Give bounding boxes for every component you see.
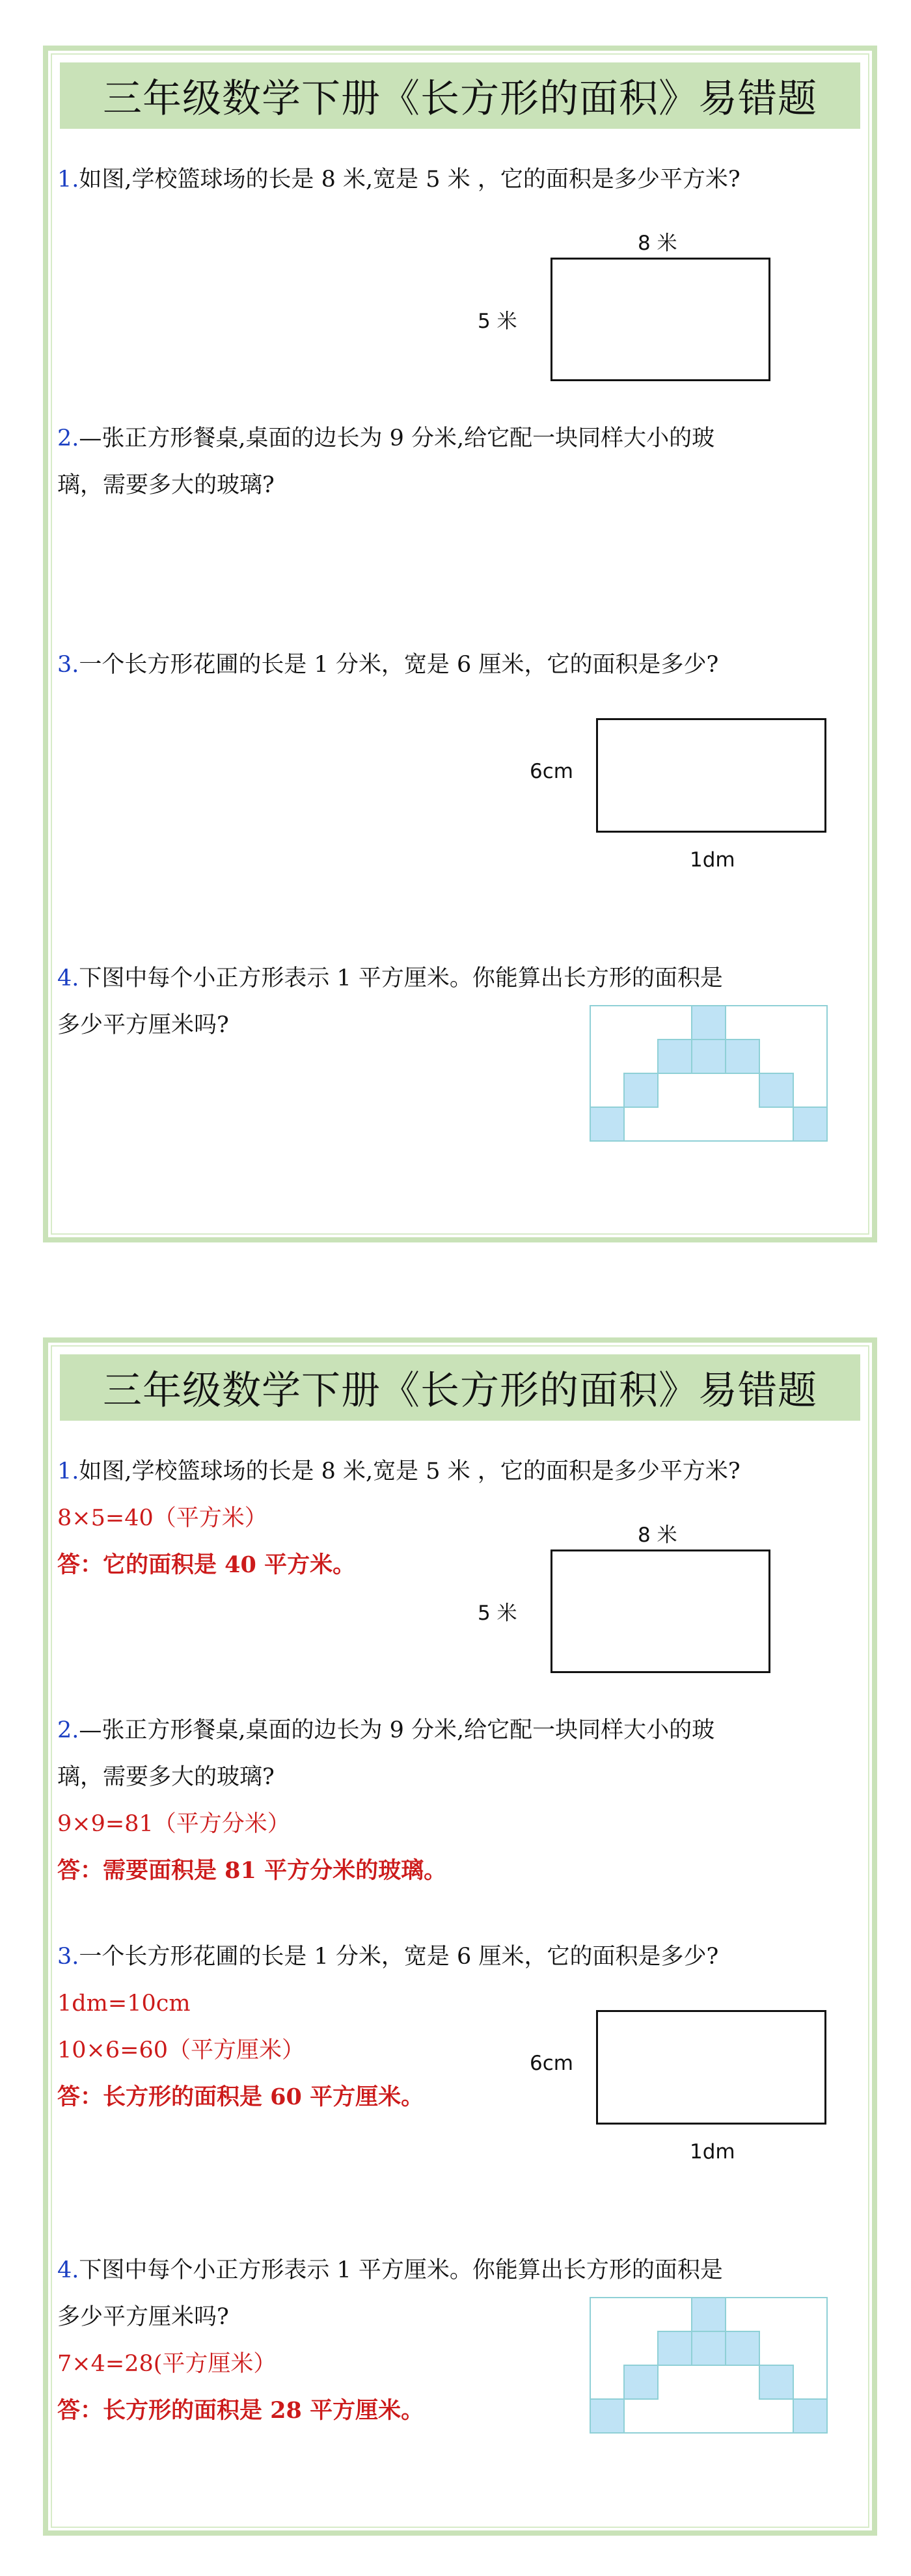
q3-width-label: 6cm <box>530 2052 573 2075</box>
q3-answer-calculation: 10×6=60（平方厘米） <box>57 2037 305 2063</box>
q2-answer-statement: 答：需要面积是 81 平方分米的玻璃。 <box>57 1857 447 1884</box>
question-1-number: 1. <box>57 167 79 193</box>
question-2-line2: 璃，需要多大的玻璃? <box>57 1764 275 1790</box>
q4-answer-calculation: 7×4=28(平方厘米） <box>57 2351 277 2377</box>
worksheet-answers <box>43 1337 877 2536</box>
question-4 <box>57 2247 723 2294</box>
q1-court-rectangle <box>551 1550 770 1673</box>
question-4-text-line1: 下图中每个小正方形表示 1 平方厘米。你能算出长方形的面积是 <box>79 2257 723 2283</box>
unit-square <box>759 2365 793 2399</box>
unit-square <box>624 2365 658 2399</box>
question-4-line2: 多少平方厘米吗? <box>57 2304 229 2330</box>
unit-square <box>590 1107 624 1141</box>
unit-square <box>692 2331 726 2365</box>
question-2 <box>57 1707 714 1754</box>
q1-answer-calculation: 8×5=40（平方米） <box>57 1505 267 1531</box>
question-3-text: 一个长方形花圃的长是 1 分米，宽是 6 厘米，它的面积是多少? <box>79 652 719 678</box>
question-2-text-line1: —张正方形餐桌,桌面的边长为 9 分米,给它配一块同样大小的玻 <box>79 425 715 451</box>
q4-answer-statement: 答：长方形的面积是 28 平方厘米。 <box>57 2397 424 2424</box>
question-2-line2: 璃，需要多大的玻璃? <box>57 472 275 498</box>
unit-square <box>692 1040 726 1073</box>
q3-garden-rectangle <box>596 718 826 833</box>
q2-answer-calculation: 9×9=81（平方分米） <box>57 1811 290 1837</box>
question-3 <box>57 641 718 688</box>
question-3-number: 3. <box>57 652 79 678</box>
question-3 <box>57 1933 718 1980</box>
question-3-number: 3. <box>57 1944 79 1970</box>
q3-length-label: 1dm <box>690 2140 735 2164</box>
unit-square <box>624 1073 658 1107</box>
q1-court-rectangle <box>551 258 770 381</box>
question-1 <box>57 1448 741 1495</box>
q1-length-label: 8 米 <box>638 1523 677 1547</box>
unit-square <box>692 1006 726 1040</box>
q3-length-label: 1dm <box>690 848 735 872</box>
q4-square-grid-figure <box>588 1004 829 1147</box>
unit-square <box>658 2331 692 2365</box>
question-1-number: 1. <box>57 1458 79 1484</box>
question-3-text: 一个长方形花圃的长是 1 分米，宽是 6 厘米，它的面积是多少? <box>79 1944 719 1970</box>
q1-width-label: 5 米 <box>478 310 517 333</box>
question-2-number: 2. <box>57 425 79 451</box>
unit-square <box>793 2399 827 2433</box>
unit-square <box>759 1073 793 1107</box>
question-4-number: 4. <box>57 965 79 991</box>
q1-width-label: 5 米 <box>478 1602 517 1625</box>
question-2-number: 2. <box>57 1717 79 1743</box>
question-4-number: 4. <box>57 2257 79 2283</box>
unit-square <box>726 1040 759 1073</box>
q1-answer-statement: 答：它的面积是 40 平方米。 <box>57 1551 356 1578</box>
worksheet-title: 三年级数学下册《长方形的面积》易错题 <box>60 62 860 129</box>
question-4 <box>57 955 723 1002</box>
worksheet-title: 三年级数学下册《长方形的面积》易错题 <box>60 1354 860 1421</box>
question-2-text-line1: —张正方形餐桌,桌面的边长为 9 分米,给它配一块同样大小的玻 <box>79 1717 715 1743</box>
unit-square <box>793 1107 827 1141</box>
question-2 <box>57 415 714 462</box>
question-1-text: 如图,学校篮球场的长是 8 米,宽是 5 米 ，它的面积是多少平方米? <box>79 167 741 193</box>
q1-length-label: 8 米 <box>638 232 677 255</box>
unit-square <box>658 1040 692 1073</box>
question-1 <box>57 156 741 203</box>
q3-width-label: 6cm <box>530 760 573 783</box>
q3-garden-rectangle <box>596 2010 826 2125</box>
question-4-text-line1: 下图中每个小正方形表示 1 平方厘米。你能算出长方形的面积是 <box>79 965 723 991</box>
worksheet-questions <box>43 46 877 1242</box>
q3-answer-statement: 答：长方形的面积是 60 平方厘米。 <box>57 2084 424 2110</box>
unit-square <box>692 2298 726 2331</box>
unit-square <box>590 2399 624 2433</box>
unit-square <box>726 2331 759 2365</box>
question-1-text: 如图,学校篮球场的长是 8 米,宽是 5 米 ，它的面积是多少平方米? <box>79 1458 741 1484</box>
question-4-line2: 多少平方厘米吗? <box>57 1012 229 1038</box>
q3-answer-conversion: 1dm=10cm <box>57 1991 191 2017</box>
q4-square-grid-figure <box>588 2296 829 2439</box>
